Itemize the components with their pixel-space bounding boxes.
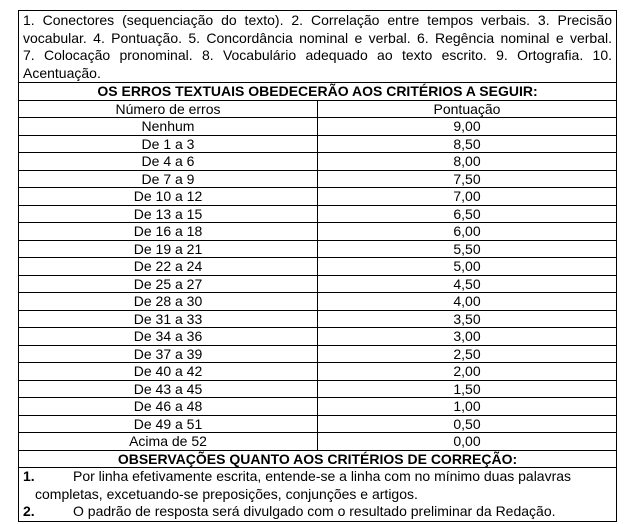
error-range: De 10 a 12 [19,188,318,206]
observation-text: O padrão de resposta será divulgado com o resultado preliminar da Redação. [73,503,556,519]
observations-list [18,468,617,522]
score-value: 2,50 [318,345,617,363]
score-value: 8,00 [318,153,617,171]
score-value: 5,00 [318,258,617,276]
observation-item [23,468,612,503]
observations-title-row [19,450,617,468]
table-row [19,240,617,258]
score-value: 9,00 [318,118,617,136]
table-row [19,363,617,381]
intro-line: 7. Colocação pronominal. 8. Vocabulário adequado ao texto escrito. 9. Ortografia. 10. [23,47,612,63]
error-score-table [18,82,617,468]
score-value: 1,00 [318,398,617,416]
error-range: De 7 a 9 [19,170,318,188]
table-row [19,293,617,311]
column-header-errors: Número de erros [19,100,318,118]
table-row [19,398,617,416]
table-row [19,223,617,241]
error-range: Nenhum [19,118,318,136]
error-range: De 16 a 18 [19,223,318,241]
intro-line: Acentuação. [23,64,101,81]
criteria-title: OS ERROS TEXTUAIS OBEDECERÃO AOS CRITÉRIOS A SEGUIR: [19,83,617,101]
table-row [19,275,617,293]
table-row [19,433,617,451]
score-value: 7,00 [318,188,617,206]
observations-title: OBSERVAÇÕES QUANTO AOS CRITÉRIOS DE CORREÇÃO: [19,450,617,468]
table-row [19,153,617,171]
table-row [19,415,617,433]
column-header-score: Pontuação [318,100,617,118]
error-range: De 37 a 39 [19,345,318,363]
score-value: 7,50 [318,170,617,188]
score-value: 4,00 [318,293,617,311]
error-range: Acima de 52 [19,433,318,451]
error-range: De 31 a 33 [19,310,318,328]
error-range: De 4 a 6 [19,153,318,171]
observation-text: Por linha efetivamente escrita, entende-se a linha com no mínimo duas palavras [73,468,572,484]
table-row [19,258,617,276]
table-row [19,345,617,363]
error-range: De 43 a 45 [19,380,318,398]
observation-item [23,503,612,521]
table-row [19,118,617,136]
error-range: De 13 a 15 [19,205,318,223]
error-range: De 25 a 27 [19,275,318,293]
table-row [19,135,617,153]
error-range: De 22 a 24 [19,258,318,276]
table-header-row [19,100,617,118]
table-row [19,188,617,206]
error-range: De 46 a 48 [19,398,318,416]
observation-number: 2. [23,503,35,519]
error-range: De 34 a 36 [19,328,318,346]
score-value: 5,50 [318,240,617,258]
score-value: 3,50 [318,310,617,328]
table-row [19,310,617,328]
table-row [19,328,617,346]
score-value: 3,00 [318,328,617,346]
table-row [19,170,617,188]
correction-criteria-document [18,10,617,522]
intro-line: 1. Conectores (sequenciação do texto). 2. Correlação entre tempos verbais. 3. Precisão [23,12,612,28]
score-value: 2,00 [318,363,617,381]
score-value: 0,00 [318,433,617,451]
error-range: De 40 a 42 [19,363,318,381]
observation-number: 1. [23,468,35,484]
table-title-row [19,83,617,101]
score-value: 8,50 [318,135,617,153]
intro-line: vocabular. 4. Pontuação. 5. Concordância nominal e verbal. 6. Regência nominal e verbal. [23,29,612,46]
score-value: 1,50 [318,380,617,398]
table-row [19,380,617,398]
score-value: 6,50 [318,205,617,223]
error-range: De 19 a 21 [19,240,318,258]
table-row [19,205,617,223]
error-range: De 1 a 3 [19,135,318,153]
score-value: 6,00 [318,223,617,241]
score-value: 4,50 [318,275,617,293]
score-value: 0,50 [318,415,617,433]
observation-text-continued: completas, excetuando-se preposições, conjunções e artigos. [35,485,418,502]
evaluation-aspects-paragraph [18,10,617,82]
error-range: De 28 a 30 [19,293,318,311]
error-range: De 49 a 51 [19,415,318,433]
